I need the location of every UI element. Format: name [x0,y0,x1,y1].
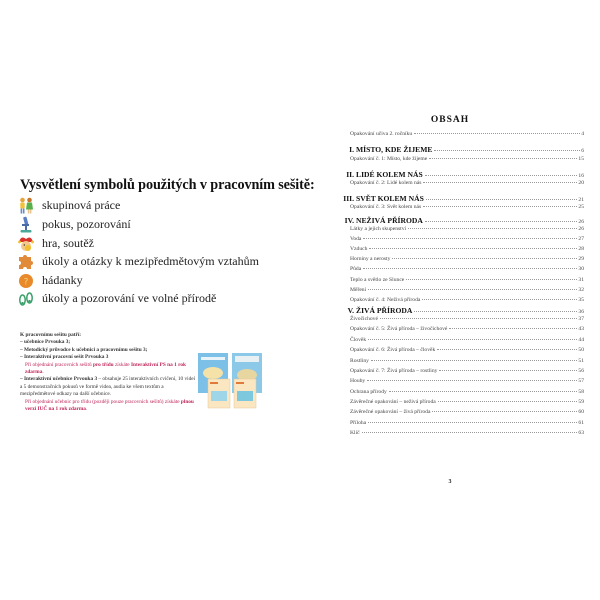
toc-entry-title: Měření [350,287,367,293]
toc-leader-dots [414,311,577,312]
toc-page-number: 51 [578,358,584,364]
toc-entry-title: Voda [350,236,362,242]
page-number: 3 [448,479,452,485]
toc-entry-row [342,420,584,426]
toc-leader-dots [389,391,578,392]
toc-leader-dots [426,199,578,200]
toc-leader-dots [408,228,577,229]
toc-leader-dots [437,349,577,350]
toc-page-number: 37 [578,316,584,322]
toc-leader-dots [362,432,578,433]
toc-entry-title: LIDÉ KOLEM NÁS [356,170,423,179]
toc-page-number: 30 [578,266,584,272]
toc-chapter-row [342,216,584,225]
toc-entry-title: ŽIVÁ PŘÍRODA [356,306,413,315]
legend-title: Vysvětlení symbolů použitých v pracovním sešitě: [20,177,315,193]
toc-leader-dots [369,248,577,249]
toc-entry-title: Závěrečné opakování – živá příroda [350,409,431,415]
toc-page-number: 57 [578,378,584,384]
toc-entry-row [342,277,584,283]
children-group-icon [18,197,34,213]
toc-entry-row [342,358,584,364]
toc-chapter-number: II. [346,170,354,179]
toc-entry-title: SVĚT KOLEM NÁS [356,194,424,203]
legend-label: skupinová práce [42,197,121,212]
toc-entry-row [342,399,584,405]
toc-entry-row [342,389,584,395]
question-bubble-icon [18,272,34,288]
toc-page-number: 44 [578,337,584,343]
toc-title: OBSAH [430,115,470,125]
toc-entry-title: Opakování č. 6: Živá příroda – člověk [350,347,436,353]
toc-entry-title: Živočichové [350,316,378,322]
toc-entry-row [342,236,584,242]
toc-page-number: 43 [578,326,584,332]
toc-leader-dots [425,175,578,176]
toc-leader-dots [434,150,580,151]
toc-page-number: 26 [578,226,584,232]
books-cover-image [196,351,264,409]
puzzle-piece-icon [18,253,34,269]
legend-label: hádanky [42,272,83,287]
toc-leader-dots [368,422,577,423]
info-item-interactive-textbook: – Interaktivní učebnice Prvouka 3 – obsahuje 25 interaktivních cvičení, 10 videí a 5 demonstračních pokusů ve formě videa, audia ke všem textům a mezipředmětové odkazy na další učebnice. [20,376,196,398]
legend-item-outdoor [18,289,216,307]
toc-entry-row [342,246,584,252]
toc-entry-title: MÍSTO, KDE ŽIJEME [356,145,433,154]
toc-chapter-row [342,194,584,203]
info-note-workbook: Při objednání pracovních sešitů pro třídu získáte Interaktivní PS na 1 rok zdarma. [25,361,186,376]
legend-item-experiment [18,215,131,233]
toc-entry-title: Opakování č. 7: Živá příroda – rostliny [350,368,438,374]
toc-page-number: 32 [578,287,584,293]
toc-entry-title: Půda [350,266,362,272]
toc-entry-row [342,368,584,374]
toc-leader-dots [368,339,577,340]
toc-entry-row [342,180,584,186]
toc-page-number: 31 [578,277,584,283]
toc-chapter-row [342,145,584,154]
toc-chapter-number: III. [343,194,354,203]
legend-item-game [18,234,94,252]
toc-entry-row [342,297,584,303]
toc-page-number: 20 [578,180,584,186]
info-item-textbook: – učebnice Prvouka 3; [20,339,71,346]
toc-entry-title: Klíč [350,430,360,436]
toc-entry-title: Ochrana přírody [350,389,387,395]
toc-leader-dots [429,158,577,159]
toc-page-number: 36 [578,309,584,315]
info-item-methodology: – Metodický průvodce k učebnici a pracovnímu sešitu 3; [20,346,148,353]
toc-entry-title: Horniny a nerosty [350,256,391,262]
toc-chapter-number: V. [347,306,354,315]
toc-page-number: 21 [578,197,584,203]
toc-entry-row [342,204,584,210]
toc-leader-dots [406,279,577,280]
toc-entry-title: NEŽIVÁ PŘÍRODA [356,216,423,225]
toc-entry-row [342,131,584,137]
toc-entry-title: Opakování č. 1: Místo, kde žijeme [350,156,428,162]
toc-entry-row [342,337,584,343]
toc-page-number: 56 [578,368,584,374]
jester-icon [18,235,34,251]
toc-entry-row [342,409,584,415]
toc-page-number: 63 [578,430,584,436]
toc-entry-title: Opakování č. 3: Svět kolem nás [350,204,422,210]
svg-text:?: ? [23,277,29,288]
legend-item-riddles [18,271,83,289]
toc-entry-row [342,256,584,262]
toc-entry-row [342,226,584,232]
toc-entry-row [342,430,584,436]
toc-page-number: 50 [578,347,584,353]
toc-page-number: 26 [578,219,584,225]
toc-leader-dots [380,318,577,319]
toc-page-number: 59 [578,399,584,405]
toc-page-number: 35 [578,297,584,303]
info-heading: K pracovnímu sešitu patří: [20,332,82,338]
legend-item-cross-curricular [18,252,259,270]
toc-leader-dots [422,299,577,300]
info-note-textbook: Při objednání učebnic pro třídu (později pouze pracovních sešitů) získáte plnou verzi IUČ na 1 rok zdarma. [25,398,194,413]
toc-chapter-row [342,306,584,315]
toc-entry-title: Látky a jejich skupenství [350,226,407,232]
toc-entry-title: Závěrečné opakování – neživá příroda [350,399,436,405]
toc-leader-dots [423,182,577,183]
toc-page-number: 25 [578,204,584,210]
toc-entry-row [342,266,584,272]
microscope-icon [18,216,34,232]
accessories-info [20,332,198,413]
toc-leader-dots [371,360,577,361]
toc-page-number: 60 [578,409,584,415]
toc-entry-row [342,347,584,353]
toc-entry-title: Opakování č. 2: Lidé kolem nás [350,180,422,186]
toc-page-number: 58 [578,389,584,395]
toc-entry-title: Opakování učiva 2. ročníku [350,131,413,137]
toc-page-number: 29 [578,256,584,262]
legend-label: pokus, pozorování [42,216,131,231]
toc-leader-dots [363,268,577,269]
toc-entry-row [342,316,584,322]
toc-page-number: 27 [578,236,584,242]
toc-chapter-row [342,170,584,179]
legend-label: úkoly a otázky k mezipředmětovým vztahům [42,253,259,268]
toc-leader-dots [367,380,577,381]
toc-leader-dots [414,133,580,134]
toc-leader-dots [449,328,577,329]
toc-entry-title: Opakování č. 5: Živá příroda – živočichové [350,326,448,332]
toc-entry-row [342,378,584,384]
legend-label: hra, soutěž [42,235,94,250]
toc-leader-dots [432,411,577,412]
toc-entry-title: Člověk [350,337,367,343]
toc-entry-title: Teplo a světlo ze Slunce [350,277,405,283]
toc-page-number: 15 [578,156,584,162]
toc-leader-dots [368,289,577,290]
toc-entry-row [342,326,584,332]
toc-leader-dots [438,401,578,402]
toc-entry-row [342,287,584,293]
info-item-interactive-workbook: – Interaktivní pracovní sešit Prvouka 3 [20,354,109,361]
toc-page-number: 16 [578,173,584,179]
footprints-icon [18,290,34,306]
toc-leader-dots [363,238,577,239]
legend-item-group-work [18,196,120,214]
toc-page-number: 6 [581,148,584,154]
toc-leader-dots [439,370,577,371]
toc-entry-title: Příloha [350,420,367,426]
toc-leader-dots [425,221,578,222]
toc-entry-title: Opakování č. 4: Neživá příroda [350,297,421,303]
toc-chapter-number: I. [349,145,354,154]
toc-page-number: 28 [578,246,584,252]
toc-leader-dots [392,258,577,259]
legend-label: úkoly a pozorování ve volné přírodě [42,290,217,305]
toc-page-number: 4 [581,131,584,137]
toc-entry-title: Vzduch [350,246,368,252]
toc-chapter-number: IV. [344,216,354,225]
toc-entry-title: Rostliny [350,358,369,364]
toc-page-number: 61 [578,420,584,426]
toc-entry-title: Houby [350,378,366,384]
toc-entry-row [342,156,584,162]
toc-leader-dots [423,206,577,207]
